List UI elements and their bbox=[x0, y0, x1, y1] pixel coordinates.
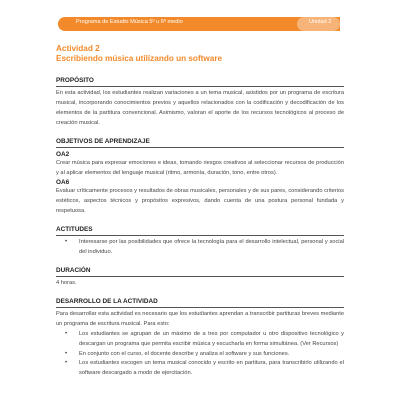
unit-label: Unidad 2 bbox=[309, 19, 332, 25]
desarrollo-list bbox=[56, 330, 344, 380]
actitudes-list bbox=[56, 238, 344, 258]
desarrollo-intro bbox=[56, 310, 344, 330]
text-line: postura personal fundada y respetuosa. bbox=[56, 198, 344, 215]
text-line: Para desarrollar esta actividad es necesario que los estudiantes aprendan a transcribir partituras bbox=[56, 310, 301, 317]
text-line: de escritura musical, incorporando conocimientos previos y aquellos relacionados con la codificación bbox=[56, 90, 344, 106]
section-heading-duracion: DURACIÓN bbox=[56, 267, 344, 277]
list-item bbox=[79, 238, 344, 258]
text-line: Interesarse por las posibilidades que ofrece la tecnología para el desarrollo intelectual, bbox=[79, 239, 300, 246]
text-line: tecnológico y descargan un programa que permita escribir música y escucharla en forma bbox=[79, 330, 344, 347]
section-heading-desarrollo: DESARROLLO DE LA ACTIVIDAD bbox=[56, 298, 344, 308]
list-item bbox=[79, 359, 344, 379]
text-line: recursos tecnológicos al proceso de creación musical. bbox=[56, 109, 344, 126]
oa-paragraph bbox=[56, 187, 344, 217]
header-bar bbox=[0, 0, 400, 48]
text-line: personal y social del individuo. bbox=[79, 239, 344, 256]
document-body bbox=[56, 44, 344, 379]
text-line: simultánea. (Ver Recursos) bbox=[269, 340, 339, 347]
text-line: Evaluar críticamente procesos y resultados de obras musicales, personales y de sus pares, bbox=[56, 188, 287, 195]
oa-code: OA2 bbox=[56, 150, 70, 158]
text-line: Los estudiantes escogen un tema musical conocido y escrito en partitura, para transcribirlo bbox=[79, 360, 312, 367]
text-line: utilizando el software descargado a modo de ejercitación. bbox=[79, 360, 344, 377]
text-line: breves mediante un programa de escritura musical. Para esto: bbox=[56, 310, 344, 327]
section-heading-proposito: PROPÓSITO bbox=[56, 77, 344, 87]
oa-paragraph bbox=[56, 159, 344, 179]
activity-label: Actividad 2 bbox=[56, 44, 100, 53]
section-heading-actitudes: ACTITUDES bbox=[56, 226, 344, 236]
list-item bbox=[79, 350, 344, 360]
text-line: y decodificación de los elementos de la partitura convencional. Asimismo, valoran el aporte de los bbox=[56, 99, 344, 116]
text-line: producción y al aplicar elementos del lenguaje musical (ritmo, armonía, duración, tono, entre otros). bbox=[56, 159, 344, 176]
text-line: Crear música para expresar emociones e ideas, tomando riesgos creativos al seleccionar recursos de bbox=[56, 159, 315, 166]
activity-title: Escribiendo música utilizando un software bbox=[56, 54, 223, 63]
oa-code: OA6 bbox=[56, 179, 70, 187]
duracion-value: 4 horas. bbox=[56, 279, 77, 286]
text-line: En esta actividad, los estudiantes realizan variaciones a un tema musical, asistidos por un programa bbox=[56, 90, 313, 96]
text-line: considerando criterios estéticos, aspectos técnicos y propósitos expresivos, dando cuenta de una bbox=[56, 188, 344, 205]
text-line: Los estudiantes se agrupan de un máximo de a tres por computador u otro dispositivo bbox=[79, 330, 308, 337]
proposito-paragraph bbox=[56, 89, 344, 129]
text-line: En conjunto con el curso, el docente describe y analiza el software y sus funciones. bbox=[79, 350, 290, 357]
section-heading-objetivos: OBJETIVOS DE APRENDIZAJE bbox=[56, 138, 344, 148]
program-title: Programa de Estudio Música 5º u 6º medio bbox=[76, 19, 183, 25]
list-item bbox=[79, 330, 344, 350]
